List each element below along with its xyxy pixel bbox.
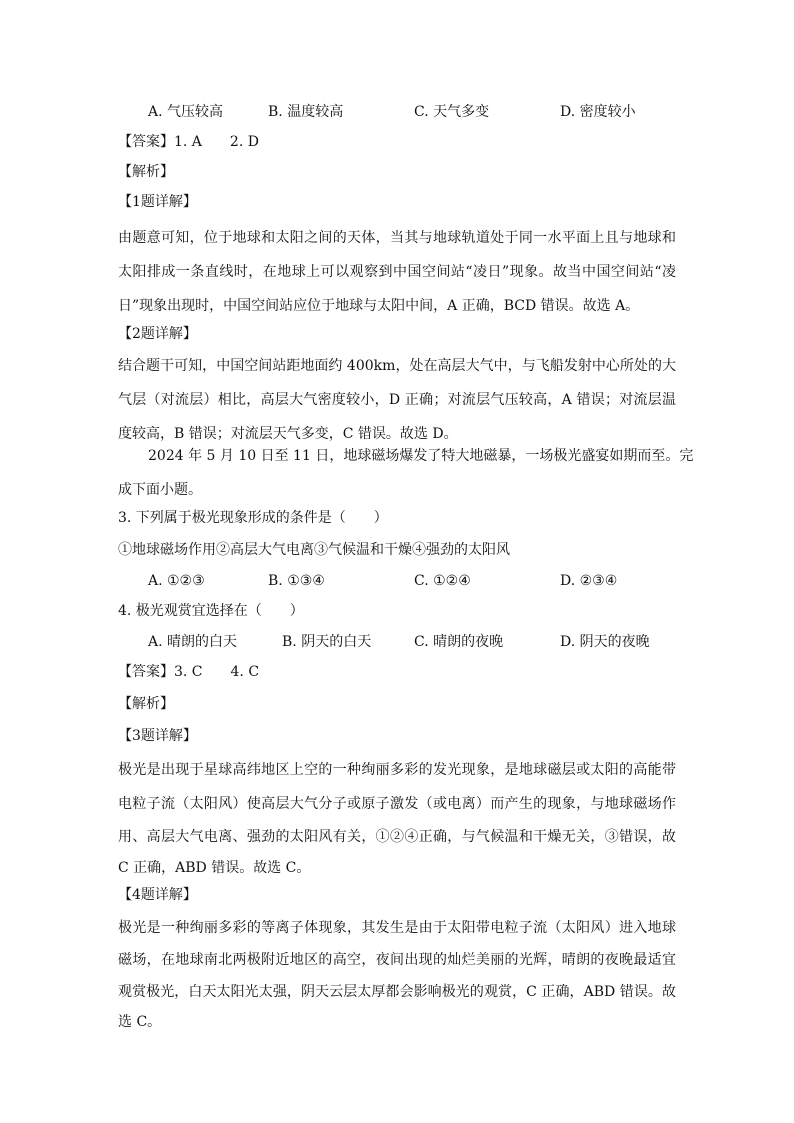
q3-option-c: C. ①②④ — [414, 573, 471, 589]
detail-4-line: 磁场，在地球南北两极附近地区的高空，夜间出现的灿烂美丽的光辉，晴朗的夜晚最适宜 — [118, 952, 676, 968]
answer-tag: 【答案】 — [118, 134, 174, 150]
detail-4-line: 观赏极光，白天太阳光太强，阴天云层太厚都会影响极光的观赏，C 正确，ABD 错误。故 — [118, 984, 676, 1000]
analysis-heading: 【解析】 — [118, 164, 174, 180]
question-3-items: ①地球磁场作用②高层大气电离③气候温和干燥④强劲的太阳风 — [118, 542, 510, 558]
detail-2-line: 结合题干可知，中国空间站距地面约 400km，处在高层大气中，与飞船发射中心所处的大 — [118, 358, 676, 374]
detail-4-line: 极光是一种绚丽多彩的等离子体现象，其发生是由于太阳带电粒子流（太阳风）进入地球 — [118, 920, 676, 936]
detail-3-title: 【3题详解】 — [118, 728, 197, 744]
intro-line: 2024 年 5 月 10 日至 11 日，地球磁场爆发了特大地磁暴，一场极光盛宴如期而至。完 — [148, 448, 694, 464]
answer-line-2 — [118, 662, 259, 682]
detail-3-line: 用、高层大气电离、强劲的太阳风有关，①②④正确，与气候温和干燥无关，③错误，故 — [118, 829, 676, 845]
q4-option-d: D. 阴天的夜晚 — [560, 634, 650, 650]
detail-1-line: 日”现象出现时，中国空间站应位于地球与太阳中间，A 正确，BCD 错误。故选 A。 — [118, 298, 640, 314]
q3-option-d: D. ②③④ — [560, 573, 618, 589]
detail-3-line: 极光是出现于星球高纬地区上空的一种绚丽多彩的发光现象，是地球磁层或太阳的高能带 — [118, 762, 676, 778]
detail-1-line: 由题意可知，位于地球和太阳之间的天体，当其与地球轨道处于同一水平面上且与地球和 — [118, 230, 676, 246]
detail-3-line: 电粒子流（太阳风）使高层大气分子或原子激发（或电离）而产生的现象，与地球磁场作 — [118, 796, 676, 812]
answer-text: 3. C 4. C — [174, 664, 260, 680]
question-3: 3. 下列属于极光现象形成的条件是（ ） — [118, 510, 388, 526]
detail-2-line: 度较高，B 错误；对流层天气多变，C 错误。故选 D。 — [118, 426, 458, 442]
q4-option-a: A. 晴朗的白天 — [148, 634, 238, 650]
detail-2-title: 【2题详解】 — [118, 326, 197, 342]
detail-4-title: 【4题详解】 — [118, 887, 197, 903]
option-b: B. 温度较高 — [268, 104, 344, 120]
detail-1-title: 【1题详解】 — [118, 194, 197, 210]
answer-line-1 — [118, 132, 259, 152]
q4-option-b: B. 阴天的白天 — [282, 634, 372, 650]
detail-1-line: 太阳排成一条直线时，在地球上可以观察到中国空间站“凌日”现象。故当中国空间站“凌 — [118, 264, 676, 280]
option-d: D. 密度较小 — [560, 104, 636, 120]
detail-3-line: C 正确，ABD 错误。故选 C。 — [118, 860, 311, 876]
option-c: C. 天气多变 — [414, 104, 490, 120]
answer-text: 1. A 2. D — [174, 134, 259, 150]
intro-line: 成下面小题。 — [118, 482, 202, 498]
answer-tag: 【答案】 — [118, 664, 174, 680]
q4-option-c: C. 晴朗的夜晚 — [414, 634, 504, 650]
detail-2-line: 气层（对流层）相比，高层大气密度较小，D 正确；对流层气压较高，A 错误；对流层温 — [118, 392, 676, 408]
q3-option-b: B. ①③④ — [268, 573, 325, 589]
q3-option-a: A. ①②③ — [148, 573, 205, 589]
question-4: 4. 极光观赏宜选择在（ ） — [118, 603, 304, 619]
option-a: A. 气压较高 — [148, 104, 224, 120]
analysis-heading: 【解析】 — [118, 696, 174, 712]
detail-4-line: 选 C。 — [118, 1014, 162, 1030]
